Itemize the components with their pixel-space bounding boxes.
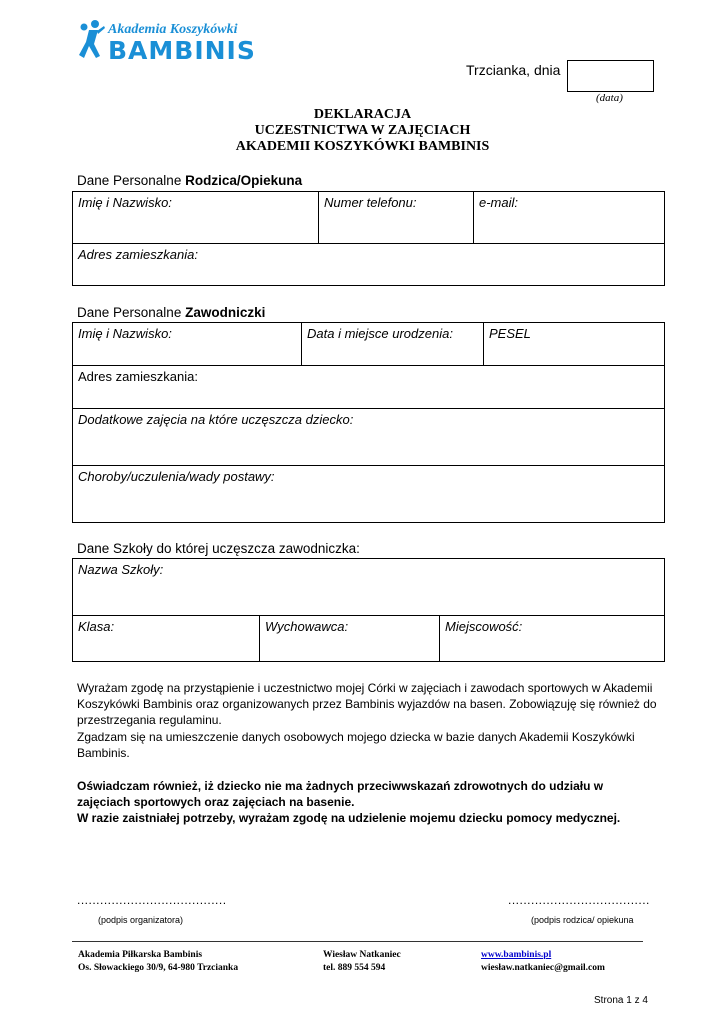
school-teacher-field[interactable]: Wychowawca:	[260, 616, 440, 662]
school-section-heading: Dane Szkoły do której uczęszcza zawodniczka:	[77, 541, 360, 556]
parent-name-field[interactable]: Imię i Nazwisko:	[73, 192, 319, 244]
parent-phone-field[interactable]: Numer telefonu:	[319, 192, 474, 244]
footer-online	[481, 949, 605, 975]
player-pesel-field[interactable]: PESEL	[484, 323, 665, 366]
player-health-field[interactable]: Choroby/uczulenia/wady postawy:	[73, 466, 665, 523]
school-class-field[interactable]: Klasa:	[73, 616, 260, 662]
footer-organization: Akademia Piłkarska Bambinis Os. Słowackiego 30/9, 64-980 Trzcianka	[78, 950, 239, 973]
date-input[interactable]	[567, 60, 654, 92]
place-label: Trzcianka, dnia	[466, 62, 561, 78]
player-extra-activities-field[interactable]: Dodatkowe zajęcia na które uczęszcza dziecko:	[73, 409, 665, 466]
parent-section-heading: Dane Personalne Rodzica/Opiekuna	[77, 173, 303, 188]
logo-subtitle: Akademia Koszykówki	[108, 22, 238, 37]
school-city-field[interactable]: Miejscowość:	[440, 616, 665, 662]
logo-title: BAMBINIS	[108, 36, 256, 65]
parent-email-field[interactable]: e-mail:	[474, 192, 665, 244]
player-section-heading: Dane Personalne Zawodniczki	[77, 305, 266, 320]
school-name-field[interactable]: Nazwa Szkoły:	[73, 559, 665, 616]
footer-divider	[72, 941, 643, 942]
basketball-player-icon	[76, 18, 106, 62]
date-caption: (data)	[596, 92, 623, 104]
parent-table	[72, 191, 665, 286]
data-consent-paragraph: Zgadzam się na umieszczenie danych osobowych mojego dziecka w bazie danych Akademii Koszykówki Bambinis.	[77, 730, 635, 760]
organizer-signature-label: (podpis organizatora)	[98, 915, 184, 925]
page-number: Strona 1 z 4	[594, 995, 648, 1006]
player-address-field[interactable]: Adres zamieszkania:	[73, 366, 665, 409]
medical-consent: W razie zaistniałej potrzeby, wyrażam zgodę na udzielenie mojemu dziecku pomocy medycznej.	[77, 811, 621, 825]
document-title: DEKLARACJA UCZESTNICTWA W ZAJĘCIACH AKADEMII KOSZYKÓWKI BAMBINIS	[235, 107, 490, 154]
player-name-field[interactable]: Imię i Nazwisko:	[73, 323, 302, 366]
organizer-signature-line[interactable]: .......................................	[77, 893, 227, 907]
player-birth-field[interactable]: Data i miejsce urodzenia:	[302, 323, 484, 366]
website-link[interactable]: www.bambinis.pl	[481, 950, 552, 960]
parent-signature-line[interactable]: .....................................	[508, 893, 650, 907]
footer-contact-person: Wiesław Natkaniec tel. 889 554 594	[323, 950, 401, 973]
parent-address-field[interactable]: Adres zamieszkania:	[73, 244, 665, 286]
parent-signature-label: (podpis rodzica/ opiekuna	[531, 915, 634, 925]
player-table	[72, 322, 665, 523]
footer-email: wiesław.natkaniec@gmail.com	[481, 963, 605, 973]
consent-paragraph: Wyrażam zgodę na przystąpienie i uczestnictwo mojej Córki w zajęciach i zawodach sportowych w Akademii Koszykówki Bambinis oraz organizowanych przez Bambinis wyjazdów na basen. Zobowiązuję się również do przestrzegania regulaminu.	[77, 681, 657, 727]
school-table	[72, 558, 665, 662]
health-statement: Oświadczam również, iż dziecko nie ma żadnych przeciwwskazań zdrowotnych do udziału w zajęciach sportowych oraz zajęciach na basenie.	[77, 779, 604, 809]
